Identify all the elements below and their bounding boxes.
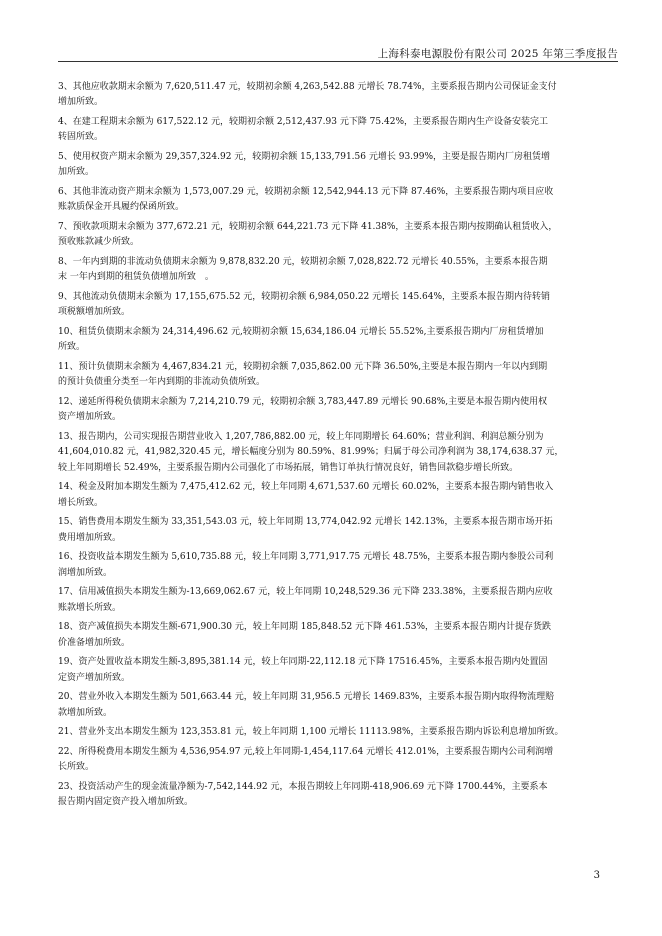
paragraph-line: 4、在建工程期末余额为 617,522.12 元，较期初余额 2,512,437.93 元下降 75.42%，主要系报告期内生产设备安装完工 xyxy=(58,117,548,127)
paragraph xyxy=(58,620,620,651)
paragraph-line: 20、营业外收入本期发生额为 501,663.44 元，较上年同期 31,956.5 元增长 1469.83%，主要系本报告期内取得物流理赔 xyxy=(58,692,555,703)
paragraph xyxy=(58,480,620,511)
paragraph-line: 价准备增加所致。 xyxy=(58,637,131,648)
paragraph xyxy=(58,550,620,581)
paragraph-line: 加所致。 xyxy=(58,167,95,178)
paragraph-line: 资产增加所致。 xyxy=(58,412,122,423)
paragraph-line: 41,604,010.82 元，41,982,320.45 元，增长幅度分别为 80.59%、81.99%；归属于母公司净利润为 38,174,638.37 元， xyxy=(58,447,564,458)
paragraph-line: 款增加所致。 xyxy=(58,707,113,718)
paragraph xyxy=(58,325,620,356)
paragraph-line: 18、资产减值损失本期发生额-671,900.30 元，较上年同期 185,848.52 元下降 461.53%，主要系本报告期内计提存货跌 xyxy=(58,622,552,633)
paragraph-line: 的预计负债重分类至一年内到期的非流动负债所致。 xyxy=(58,377,266,388)
paragraph-line: 费用增加所致。 xyxy=(58,532,122,543)
paragraph xyxy=(58,360,620,391)
page-number: 3 xyxy=(593,870,600,881)
paragraph-line: 12、递延所得税负债期末余额为 7,214,210.79 元，较期初余额 3,783,447.89 元增长 90.68%,主要是本报告期内使用权 xyxy=(58,397,548,407)
paragraph xyxy=(58,515,620,546)
paragraph-line: 8、一年内到期的非流动负债期末余额为 9,878,832.20 元，较期初余额 7,028,822.72 元增长 40.55%，主要系本报告期 xyxy=(58,257,548,267)
paragraph xyxy=(58,220,620,251)
document-body xyxy=(58,80,620,815)
paragraph-line: 6、其他非流动资产期末余额为 1,573,007.29 元，较期初余额 12,542,944.13 元下降 87.46%，主要系报告期内项目应收 xyxy=(58,187,554,197)
paragraph-line: 22、所得税费用本期发生额为 4,536,954.97 元,较上年同期-1,454,117.64 元增长 412.01%，主要系报告期内公司利润增 xyxy=(58,747,554,757)
header-title: 上海科泰电源股份有限公司 2025 年第三季度报告 xyxy=(377,48,618,60)
paragraph-line: 7、预收款项期末余额为 377,672.21 元，较期初余额 644,221.73 元下降 41.38%，主要系本报告期内按期确认租赁收入， xyxy=(58,222,558,232)
paragraph xyxy=(58,780,620,811)
paragraph xyxy=(58,690,620,721)
paragraph-line: 定资产增加所致。 xyxy=(58,672,131,683)
paragraph-line: 13、报告期内，公司实现报告期营业收入 1,207,786,882.00 元，较上年同期增长 64.60%；营业利润、利润总额分别为 xyxy=(58,432,544,442)
paragraph xyxy=(58,150,620,181)
paragraph xyxy=(58,290,620,321)
paragraph-line: 增长所致。 xyxy=(58,497,104,508)
paragraph xyxy=(58,585,620,616)
paragraph-line: 3、其他应收款期末余额为 7,620,511.47 元，较期初余额 4,263,542.88 元增长 78.74%，主要系报告期内公司保证金支付 xyxy=(58,82,557,92)
paragraph xyxy=(58,185,620,216)
paragraph-line: 9、其他流动负债期末余额为 17,155,675.52 元，较期初余额 6,984,050.22 元增长 145.64%，主要系本报告期内待转销 xyxy=(58,292,551,302)
paragraph xyxy=(58,115,620,146)
paragraph-line: 较上年同期增长 52.49%，主要系报告期内公司强化了市场拓展，销售订单执行情况良好，销售回款稳步增长所致。 xyxy=(58,462,519,473)
paragraph-line: 润增加所致。 xyxy=(58,567,113,578)
paragraph xyxy=(58,430,620,476)
paragraph-line: 19、资产处置收益本期发生额-3,895,381.14 元，较上年同期-22,112.18 元下降 17516.45%，主要系本报告期内处置固 xyxy=(58,657,548,668)
paragraph xyxy=(58,255,620,286)
paragraph-line: 10、租赁负债期末余额为 24,314,496.62 元,较期初余额 15,634,186.04 元增长 55.52%,主要系报告期内厂房租赁增加 xyxy=(58,327,544,337)
paragraph-line: 15、销售费用本期发生额为 33,351,543.03 元，较上年同期 13,774,042.92 元增长 142.13%，主要系本报告期市场开拓 xyxy=(58,517,553,528)
page-header xyxy=(0,0,662,70)
paragraph-line: 11、预计负债期末余额为 4,467,834.21 元，较期初余额 7,035,862.00 元下降 36.50%,主要是本报告期内一年以内到期 xyxy=(58,362,548,372)
paragraph xyxy=(58,80,620,111)
paragraph-line: 所致。 xyxy=(58,342,86,353)
paragraph xyxy=(58,395,620,426)
paragraph-line: 项税额增加所致。 xyxy=(58,307,131,318)
header-divider xyxy=(58,61,618,62)
paragraph-line: 账款增长所致。 xyxy=(58,602,122,613)
paragraph-line: 21、营业外支出本期发生额为 123,353.81 元，较上年同期 1,100 元增长 11113.98%，主要系报告期内诉讼利息增加所致。 xyxy=(58,727,564,738)
paragraph-line: 5、使用权资产期末余额为 29,357,324.92 元，较期初余额 15,133,791.56 元增长 93.99%，主要是报告期内厂房租赁增 xyxy=(58,152,551,162)
paragraph-line: 16、投资收益本期发生额为 5,610,735.88 元，较上年同期 3,771,917.75 元增长 48.75%，主要系本报告期内参股公司利 xyxy=(58,552,554,563)
paragraph-line: 预收账款减少所致。 xyxy=(58,237,140,248)
paragraph-line: 17、信用减值损失本期发生额为-13,669,062.67 元，较上年同期 10,248,529.36 元下降 233.38%，主要系报告期内应收 xyxy=(58,587,553,598)
paragraph-line: 23、投资活动产生的现金流量净额为-7,542,144.92 元，本报告期较上年同期-418,906.69 元下降 1700.44%，主要系本 xyxy=(58,782,548,792)
paragraph xyxy=(58,725,620,740)
paragraph-line: 增加所致。 xyxy=(58,97,104,108)
paragraph-line: 末 一年内到期的租赁负债增加所致 。 xyxy=(58,272,214,283)
paragraph-line: 转固所致。 xyxy=(58,132,104,143)
paragraph-line: 账款质保金开具履约保函所致。 xyxy=(58,202,185,213)
paragraph xyxy=(58,655,620,686)
paragraph-line: 报告期内固定资产投入增加所致。 xyxy=(58,797,194,808)
paragraph xyxy=(58,745,620,776)
paragraph-line: 14、税金及附加本期发生额为 7,475,412.62 元，较上年同期 4,671,537.60 元增长 60.02%，主要系本报告期内销售收入 xyxy=(58,482,554,493)
paragraph-line: 长所致。 xyxy=(58,762,95,773)
